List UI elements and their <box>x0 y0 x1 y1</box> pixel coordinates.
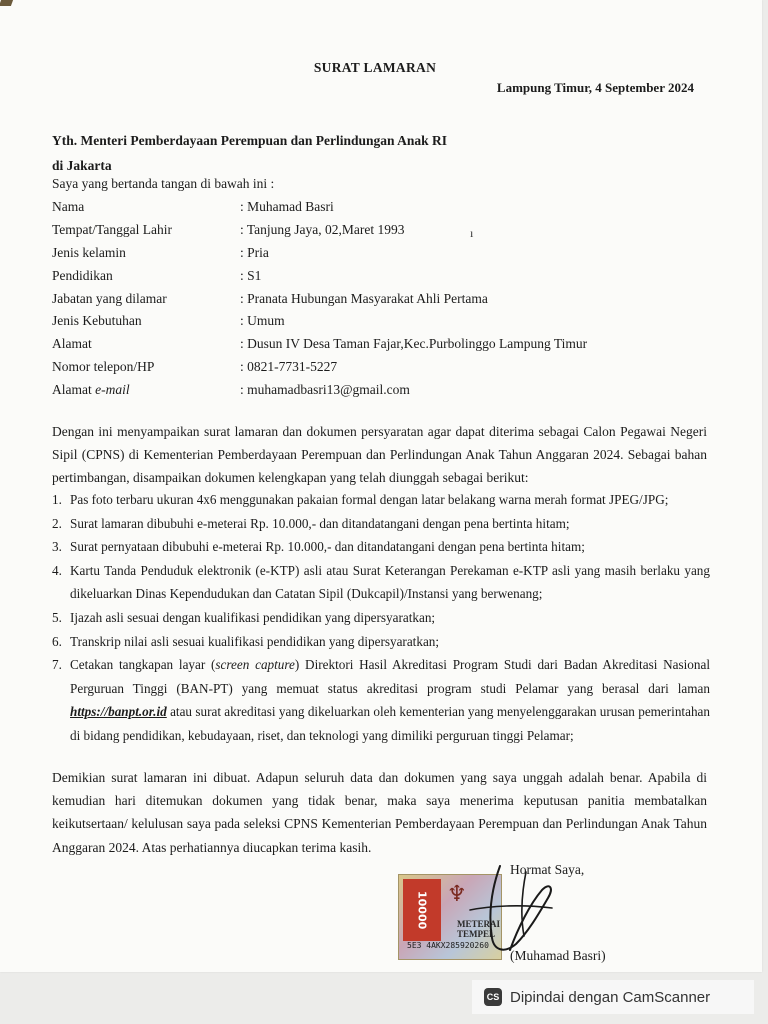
paragraph-closing: Demikian surat lamaran ini dibuat. Adapun seluruh data dan dokumen yang saya unggah adalah benar. Apabila di kemudian hari ditemukan dokumen yang tidak benar, maka saya menerima keputusan panitia membatalkan keikutsertaan/ kelulusan saya pada seleksi CPNS Kementerian Pemberdayaan Perempuan dan Perlindungan Anak Tahun Anggaran 2024. Atas perhatiannya diucapkan terima kasih. <box>52 770 707 855</box>
identity-value: : muhamadbasri13@gmail.com <box>240 381 410 397</box>
list-text-part: ) Direktori Hasil Akreditasi Program Studi dari Badan Akreditasi Nasional Perguruan Tinggi (BAN-PT) yang memuat status akreditasi program studi Pelamar yang berasal dari laman <box>70 657 711 696</box>
list-number: 7. <box>52 657 62 673</box>
garuda-icon: ♆ <box>447 881 467 906</box>
addressee <box>52 128 447 178</box>
list-item <box>52 606 710 630</box>
identity-value: : S1 <box>240 267 262 283</box>
identity-value: : Tanjung Jaya, 02,Maret 1993 <box>240 222 405 238</box>
list-number: 2. <box>52 515 62 531</box>
identity-value: : Pranata Hubungan Masyarakat Ahli Pertama <box>240 290 488 306</box>
paragraph-intro: Dengan ini menyampaikan surat lamaran dan dokumen persyaratan agar dapat diterima sebagai Calon Pegawai Negeri Sipil (CPNS) di Kementerian Pemberdayaan Perempuan dan Perlindungan Anak Tahun Anggaran 2024. Sebagai bahan pertimbangan, disampaikan dokumen kelengkapan yang telah diunggah sebagai berikut: <box>52 424 707 486</box>
identity-label: Jenis kelamin <box>52 244 126 260</box>
addressee-line2: di Jakarta <box>52 158 112 173</box>
stray-pen-mark: ı <box>470 226 474 240</box>
list-item <box>52 488 710 512</box>
identity-row-education <box>52 264 672 287</box>
list-item <box>52 535 710 559</box>
handwritten-signature <box>430 858 570 958</box>
list-item <box>52 559 710 606</box>
list-number: 5. <box>52 609 62 625</box>
identity-label: Alamat <box>52 336 92 352</box>
list-text-part: atau surat akreditasi yang dikeluarkan oleh kementerian yang menyelenggarakan urusan pemerintahan di bidang pendidikan, kebudayaan, riset, dan teknologi yang dimiliki perguruan tinggi Pelamar; <box>70 704 710 743</box>
letter-title: SURAT LAMARAN <box>313 60 437 75</box>
stamp-label-line2: TEMPEL <box>457 929 496 939</box>
camscanner-watermark <box>472 980 754 1014</box>
banpt-link[interactable]: https://banpt.or.id <box>70 704 167 720</box>
stamp-serial: 5E3 4AKX285920260 <box>407 941 489 950</box>
camscanner-logo-icon: CS <box>484 988 502 1006</box>
list-text: Kartu Tanda Penduduk elektronik (e-KTP) asli atau Surat Keterangan Perekaman e-KTP asli yang masih berlaku yang dikeluarkan Dinas Kependudukan dan Catatan Sipil (Dukcapil)/Instansi yang berwenang; <box>70 562 710 602</box>
identity-row-phone <box>52 356 672 379</box>
identity-row-name <box>52 196 672 219</box>
identity-value: : Pria <box>240 244 269 260</box>
stamp-label-line1: METERAI <box>457 919 501 929</box>
addressee-line1: Yth. Menteri Pemberdayaan Perempuan dan Perlindungan Anak RI <box>52 133 448 148</box>
identity-label: Jenis Kebutuhan <box>52 313 142 329</box>
identity-value: : Muhamad Basri <box>240 199 334 215</box>
stamp-value: 10000 <box>403 879 441 941</box>
identity-label: Pendidikan <box>52 267 113 283</box>
identity-label: Nama <box>52 199 85 215</box>
identity-value: : Dusun IV Desa Taman Fajar,Kec.Purbolinggo Lampung Timur <box>240 336 588 352</box>
document-list <box>52 488 710 748</box>
closing-salutation: Hormat Saya, <box>510 862 585 877</box>
identity-row-gender <box>52 242 672 265</box>
watermark-text: Dipindai dengan CamScanner <box>510 988 711 1006</box>
list-text: Transkrip nilai asli sesuai kualifikasi pendidikan yang dipersyaratkan; <box>70 633 440 649</box>
list-item <box>52 512 710 536</box>
list-text: Ijazah asli sesuai dengan kualifikasi pendidikan yang dipersyaratkan; <box>70 609 436 625</box>
list-text-italic: screen capture <box>215 657 295 673</box>
list-text <box>70 653 710 747</box>
identity-value: : 0821-7731-5227 <box>240 358 338 374</box>
identity-label: Jabatan yang dilamar <box>52 290 167 306</box>
list-text-part: Cetakan tangkapan layar ( <box>70 657 216 673</box>
identity-label <box>52 382 240 398</box>
list-text: Surat pernyataan dibubuhi e-meterai Rp. 10.000,- dan ditandatangani dengan pena bertinta hitam; <box>70 539 585 555</box>
scan-corner-mark <box>0 0 13 6</box>
identity-label-prefix: Alamat <box>52 381 96 397</box>
list-text: Pas foto terbaru ukuran 4x6 menggunakan pakaian formal dengan latar belakang warna merah format JPEG/JPG; <box>70 492 669 507</box>
list-text: Surat lamaran dibubuhi e-meterai Rp. 10.000,- dan ditandatangani dengan pena bertinta hitam; <box>70 515 570 531</box>
identity-row-birth <box>52 219 672 242</box>
identity-row-address <box>52 333 672 356</box>
list-number: 3. <box>52 539 62 555</box>
identity-row-need-type <box>52 310 672 333</box>
intro-text: Saya yang bertanda tangan di bawah ini : <box>52 176 275 191</box>
list-item <box>52 630 710 654</box>
list-number: 4. <box>52 562 62 578</box>
identity-label: Nomor telepon/HP <box>52 358 155 374</box>
identity-row-email <box>52 378 672 401</box>
identity-label: Tempat/Tanggal Lahir <box>52 222 172 238</box>
identity-value: : Umum <box>240 313 285 329</box>
identity-table <box>52 196 672 401</box>
identity-label-italic: e-mail <box>95 381 130 397</box>
identity-row-position <box>52 287 672 310</box>
list-number: 6. <box>52 633 62 649</box>
signer-name: (Muhamad Basri) <box>510 948 606 963</box>
list-item <box>52 653 710 747</box>
place-date: Lampung Timur, 4 September 2024 <box>496 80 694 95</box>
list-number: 1. <box>52 492 62 507</box>
